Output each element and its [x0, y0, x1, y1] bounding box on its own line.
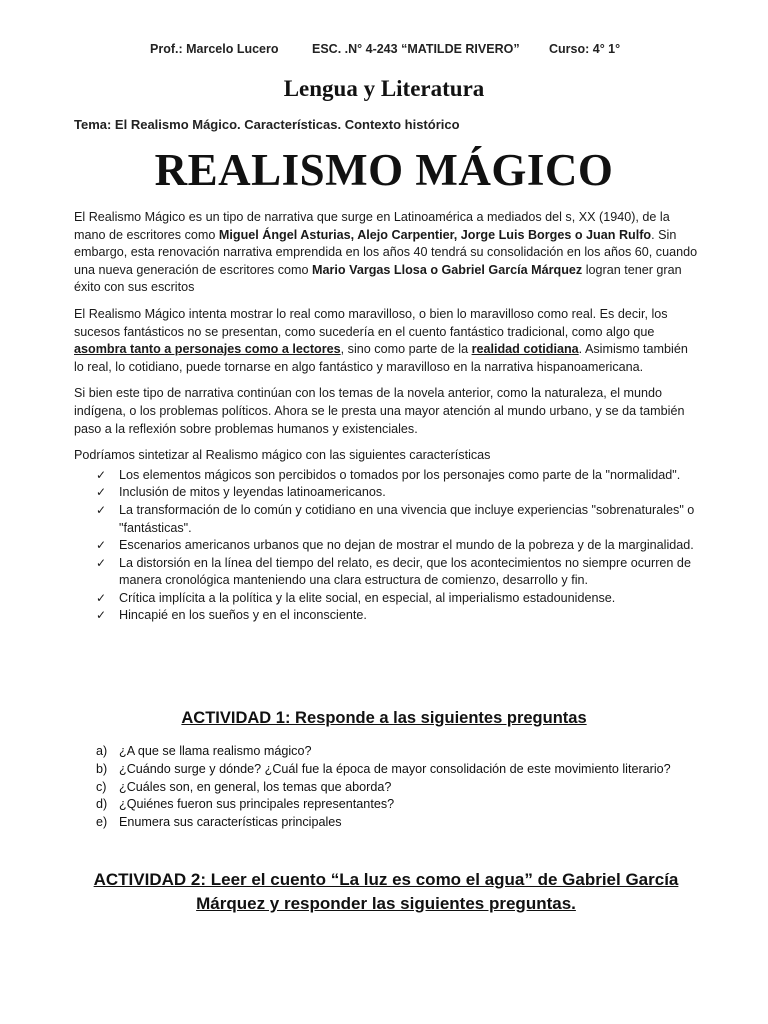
question-letter: b)	[96, 761, 108, 776]
main-title: REALISMO MÁGICO	[154, 145, 614, 195]
activity-1-title: ACTIVIDAD 1: Responde a las siguientes preguntas	[181, 709, 587, 727]
question-text: ¿Cuándo surge y dónde? ¿Cuál fue la época de mayor consolidación de este movimiento literario?	[119, 761, 671, 776]
text-run: El Realismo Mágico intenta mostrar lo real como maravilloso, o bien lo maravilloso como real. Es decir, los sucesos fantásticos no se presentan, como sucedería en el cuento fantástico tradicional, como algo que	[74, 306, 668, 339]
course-label: Curso: 4° 1°	[549, 42, 621, 56]
text-run: logran tener gran éxito con sus escritos	[74, 262, 682, 295]
question-letter: c)	[96, 779, 107, 794]
paragraph-definition	[74, 306, 698, 376]
body-text	[74, 209, 698, 625]
activity-1-questions	[74, 743, 698, 832]
list-item	[74, 779, 698, 797]
check-icon: ✓	[96, 555, 107, 570]
subject-title: Lengua y Literatura	[283, 76, 485, 101]
list-item	[74, 484, 698, 502]
text-run: . Asimismo también lo real, lo cotidiano, puede tornarse en algo fantástico y maravilloso en la narrativa hispanoamericana.	[74, 342, 688, 374]
authors-first-gen: Miguel Ángel Asturias, Alejo Carpentier, Jorge Luis Borges o Juan Rulfo	[218, 227, 652, 242]
list-item	[74, 814, 698, 832]
question-text: ¿Cuáles son, en general, los temas que aborda?	[119, 779, 392, 794]
school-name: ESC. .N° 4-243 “MATILDE RIVERO”	[312, 42, 520, 56]
question-text: ¿Quiénes fueron sus principales representantes?	[119, 797, 395, 812]
feature-text: Crítica implícita a la política y la elite social, en especial, al imperialismo estadounidense.	[119, 590, 616, 605]
features-list	[74, 467, 698, 625]
question-letter: e)	[96, 815, 108, 830]
underlined-phrase: asombra tanto a personajes como a lectores	[74, 342, 341, 357]
activity-2-title: ACTIVIDAD 2: Leer el cuento “La luz es como el agua” de Gabriel García Márquez y responder las siguientes preguntas.	[93, 870, 679, 913]
authors-second-gen: Mario Vargas Llosa o Gabriel García Márquez	[312, 262, 583, 277]
list-item	[74, 607, 698, 625]
list-item	[74, 502, 698, 537]
list-item	[74, 761, 698, 779]
paragraph-themes: Si bien este tipo de narrativa continúan con los temas de la novela anterior, como la naturaleza, el mundo indígena, o los problemas políticos. Ahora se le presta una mayor atención al mundo urbano, y se da también paso a la reflexión sobre problemas humanos y existenciales.	[74, 386, 685, 436]
check-icon: ✓	[96, 485, 107, 500]
question-text: ¿A que se llama realismo mágico?	[119, 744, 312, 758]
check-icon: ✓	[96, 467, 107, 482]
teacher-name: Prof.: Marcelo Lucero	[150, 42, 279, 56]
check-icon: ✓	[96, 538, 107, 553]
list-item	[74, 796, 698, 814]
feature-text: La distorsión en la línea del tiempo del relato, es decir, que los acontecimientos no siempre ocurren de manera cronológica manteniendo una clara estructura de comienzo, desarrollo y fin.	[119, 555, 691, 588]
feature-text: Inclusión de mitos y leyendas latinoamericanos.	[119, 485, 386, 500]
check-icon: ✓	[96, 590, 107, 605]
feature-text: Hincapié en los sueños y en el inconsciente.	[119, 608, 367, 623]
check-icon: ✓	[96, 608, 107, 623]
text-run: . Sin embargo, esta renovación narrativa emprendida en los años 40 tendrá su consolidación en los años 60, cuando una nueva generación de escritores como	[74, 227, 698, 277]
list-item	[74, 537, 698, 555]
list-item	[74, 743, 698, 761]
feature-text: La transformación de lo común y cotidiano en una vivencia que incluye experiencias "sobrenaturales" o "fantásticas".	[119, 502, 695, 535]
list-item	[74, 555, 698, 590]
list-item	[74, 467, 698, 485]
question-letter: d)	[96, 797, 108, 812]
underlined-phrase: realidad cotidiana	[471, 342, 579, 357]
paragraph-intro	[74, 209, 698, 297]
check-icon: ✓	[96, 502, 107, 517]
list-item	[74, 590, 698, 608]
paragraph-summary: Podríamos sintetizar al Realismo mágico con las siguientes características	[74, 448, 491, 463]
text-run: , sino como parte de la	[340, 342, 472, 357]
question-letter: a)	[96, 744, 108, 758]
feature-text: Escenarios americanos urbanos que no dejan de mostrar el mundo de la pobreza y de la marginalidad.	[119, 538, 694, 553]
feature-text: Los elementos mágicos son percibidos o tomados por los personajes como parte de la "normalidad".	[119, 467, 681, 482]
text-run: El Realismo Mágico es un tipo de narrativa que surge en Latinoamérica a mediados del s, XX (1940), de la mano de escritores como	[74, 210, 670, 242]
question-text: Enumera sus características principales	[119, 815, 342, 830]
topic-line: Tema: El Realismo Mágico. Características. Contexto histórico	[74, 117, 460, 132]
